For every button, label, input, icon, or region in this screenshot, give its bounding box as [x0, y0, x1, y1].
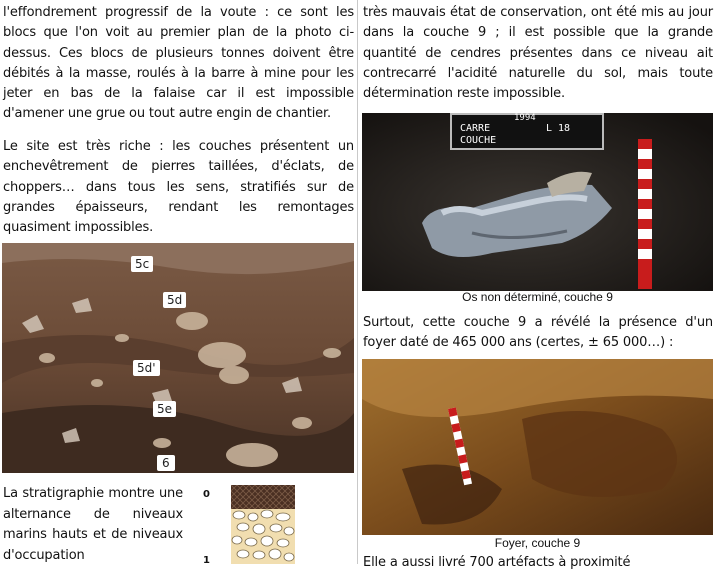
- foyer-photo: [362, 359, 713, 535]
- right-paragraph-1: très mauvais état de conservation, ont été mis au jour dans la couche 9 ; il est possible que la grande quantité de cendres présentes dans ce niveau ait contrecarré l'acidité naturelle du sol, mais toute détermination reste impossible.: [363, 5, 713, 102]
- layer-label-5d: 5d: [163, 292, 186, 308]
- layer-label-6: 6: [157, 455, 175, 471]
- right-paragraph-2: Surtout, cette couche 9 a révélé la présence d'un foyer daté de 465 000 ans (certes, ± 65 000…) :: [363, 315, 713, 351]
- board-row1-value: L 18: [546, 123, 571, 134]
- foyer-photo-caption: Foyer, couche 9: [494, 536, 581, 550]
- stratigraphy-photo: [2, 243, 354, 473]
- bone-photo-caption: Os non déterminé, couche 9: [462, 290, 613, 304]
- right-paragraph-3: Elle a aussi livré 700 artéfacts à proximité: [363, 555, 631, 570]
- legend-mark-0: 0: [203, 489, 210, 500]
- board-row1-label: CARRE: [460, 123, 491, 134]
- bone-photo: [362, 113, 713, 291]
- board-year: 1994: [514, 113, 536, 123]
- left-paragraph-1: l'effondrement progressif de la voute : ce sont les blocs que l'on voit au premier plan de la photo ci-dessus. Ces blocs de plusieurs tonnes doivent être débités à la masse, roulés à la barre à mine pour les jeter en bas de la falaise car il est impossible d'amener une grue ou tout autre engin de chantier.: [3, 5, 354, 122]
- excavation-board: [450, 113, 604, 150]
- left-paragraph-3: La stratigraphie montre une alternance de niveaux marins hauts et de niveaux d'occupation: [3, 486, 183, 563]
- layer-label-5d-prime: 5d': [133, 360, 160, 376]
- column-divider: [357, 0, 358, 564]
- layer-label-5e: 5e: [153, 401, 176, 417]
- board-row2-label: COUCHE: [460, 135, 497, 146]
- stratigraphy-block-marine: [231, 509, 295, 564]
- legend-mark-1: 1: [203, 555, 210, 566]
- stratigraphy-block-occupation: [231, 485, 295, 509]
- left-paragraph-2: Le site est très riche : les couches présentent un enchevêtrement de pierres taillées, d'éclats, de choppers… dans tous les sens, stratifiés sur de grandes épaisseurs, rendant les remontages quasiment impossibles.: [3, 139, 354, 236]
- layer-label-5c: 5c: [131, 256, 153, 272]
